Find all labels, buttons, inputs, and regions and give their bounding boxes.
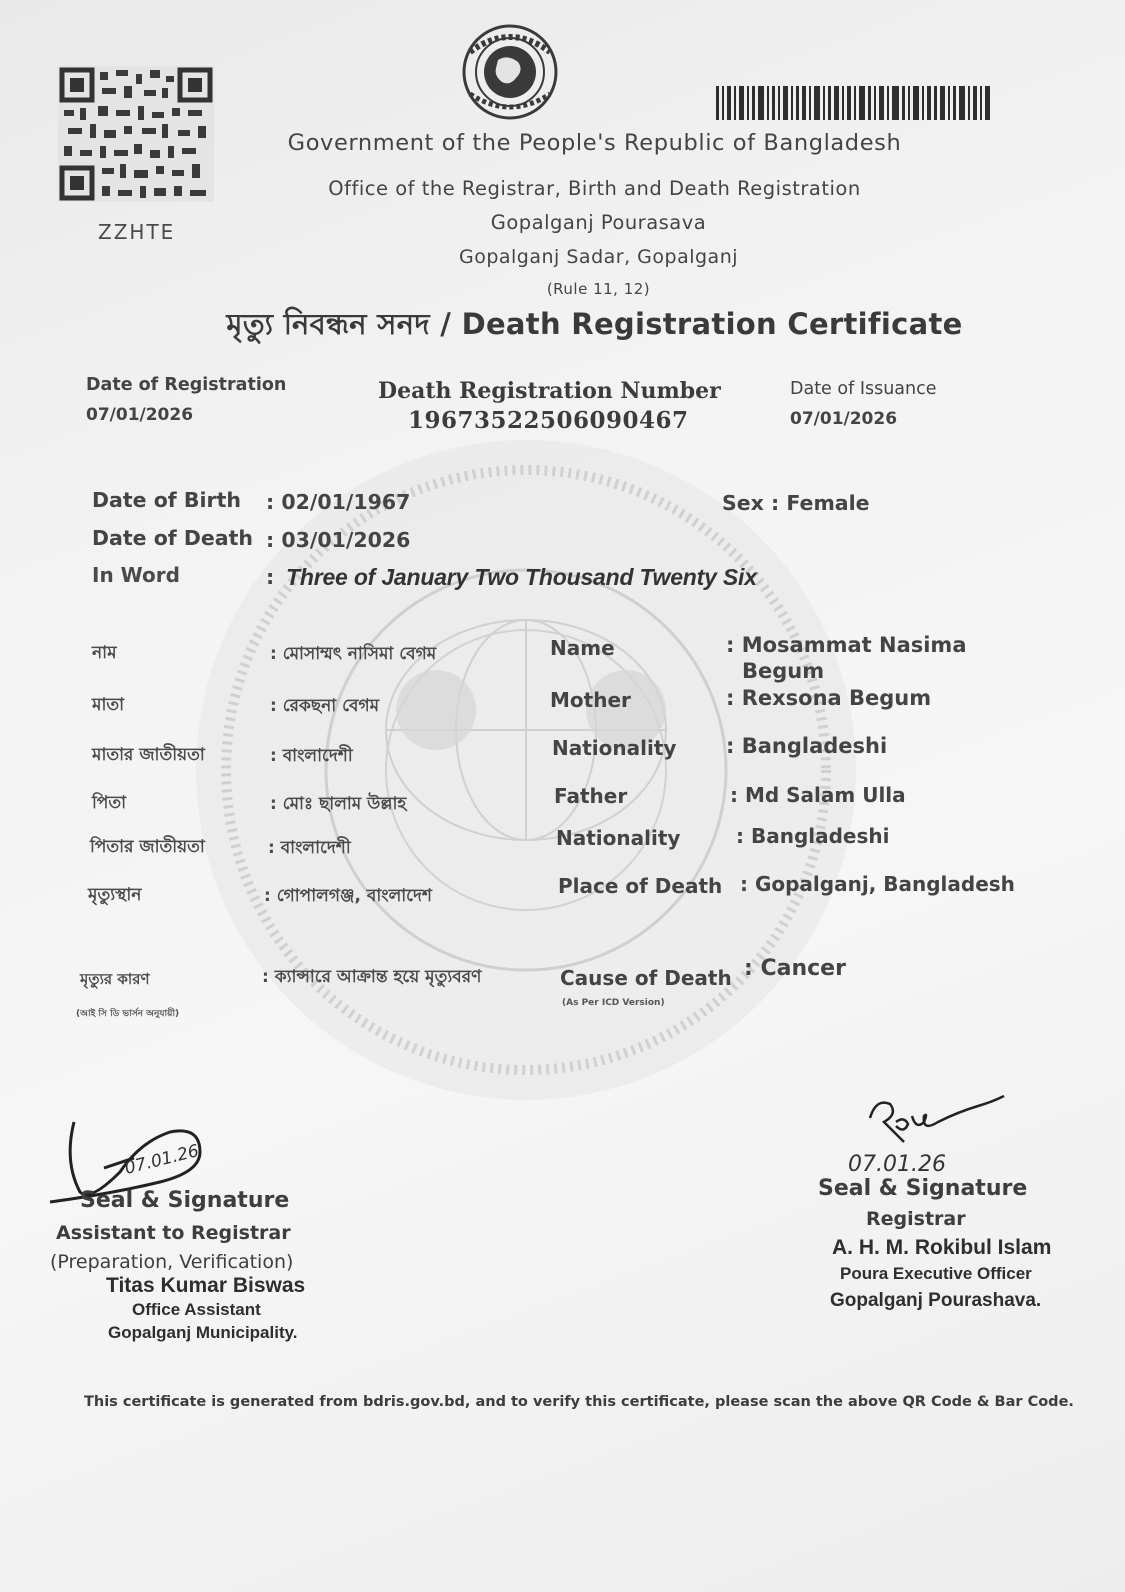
assistant-organization: Gopalganj Municipality. [108,1323,298,1342]
bn-name-value: : মোসাম্মৎ নাসিমা বেগম [270,644,437,664]
pourasava-heading: Gopalganj Pourasava [490,211,707,234]
mother-label: Mother [550,688,631,712]
date-of-registration-label: Date of Registration [86,375,287,395]
cause-of-death-value: : Cancer [744,956,846,981]
bn-father-label: পিতা [92,793,127,813]
bn-mother-value: : রেকছনা বেগম [270,696,380,716]
verification-footer: This certificate is generated from bdris.gov.bd, and to verify this certificate, please scan the above QR Code & Bar Code. [84,1394,1074,1410]
date-of-issuance-value: 07/01/2026 [790,409,898,429]
government-emblem [448,22,580,122]
father-nationality-value: : Bangladeshi [736,824,890,848]
place-of-death-label: Place of Death [558,874,723,898]
date-of-birth-label: Date of Birth [92,488,241,512]
registrar-organization: Gopalganj Pourashava. [830,1290,1042,1311]
bn-place-of-death-label: মৃত্যুস্থান [88,885,142,905]
bn-cause-of-death-label: মৃত্যুর কারণ [80,970,150,988]
cause-of-death-note: (As Per ICD Version) [562,998,665,1008]
registration-number-value: 19673522506090467 [408,407,689,434]
bn-father-value: : মোঃ ছালাম উল্লাহ [270,794,407,814]
rule-reference: (Rule 11, 12) [546,280,651,298]
bn-mother-nationality-label: মাতার জাতীয়তা [92,745,205,765]
place-of-death-value: : Gopalganj, Bangladesh [740,872,1015,896]
bn-father-nationality-value: : বাংলাদেশী [268,838,351,858]
date-of-birth-value: : 02/01/1967 [266,490,411,514]
name-value-line-1: : Mosammat Nasima [726,633,967,657]
registrar-sign-date: 07.01.26 [848,1152,946,1177]
bn-cause-of-death-note: (আই সি ডি ভার্সন অনুযায়ী) [76,1009,180,1019]
barcode[interactable] [716,86,992,120]
date-of-death-value: : 03/01/2026 [266,528,411,552]
bn-name-label: নাম [92,643,117,663]
in-word-label: In Word [92,563,180,587]
name-value-line-2: Begum [742,659,825,683]
name-label: Name [550,636,615,660]
mother-nationality-value: : Bangladeshi [726,734,888,758]
bn-mother-label: মাতা [92,695,125,715]
assistant-sign-date: 07.01.26 [122,1141,201,1179]
registrar-signature [860,1088,1010,1158]
assistant-seal-label: Seal & Signature [80,1188,290,1213]
assistant-role-detail: (Preparation, Verification) [50,1251,294,1273]
mother-value: : Rexsona Begum [726,686,932,710]
bn-mother-nationality-value: : বাংলাদেশী [270,746,353,766]
father-label: Father [554,784,628,808]
sex-value: Sex : Female [722,491,870,515]
registrar-role: Registrar [866,1208,966,1230]
location-heading: Gopalganj Sadar, Gopalganj [458,246,739,268]
bn-cause-of-death-value: : ক্যান্সারে আক্রান্ত হয়ে মৃত্যুবরণ [262,967,482,987]
bn-place-of-death-value: : গোপালগঞ্জ, বাংলাদেশ [264,886,432,906]
mother-nationality-label: Nationality [552,736,677,760]
assistant-role: Assistant to Registrar [56,1222,291,1244]
date-of-death-label: Date of Death [92,526,253,550]
bn-father-nationality-label: পিতার জাতীয়তা [90,837,205,857]
in-word-value: Three of January Two Thousand Twenty Six [286,564,757,590]
registration-number-label: Death Registration Number [378,378,721,404]
registrar-name: A. H. M. Rokibul Islam [832,1236,1052,1259]
registrar-seal-label: Seal & Signature [818,1176,1028,1201]
certificate-title: মৃত্যু নিবন্ধন সনদ / Death Registration Certificate [226,307,963,341]
registrar-post: Poura Executive Officer [840,1264,1032,1283]
assistant-name: Titas Kumar Biswas [106,1274,306,1297]
office-heading: Office of the Registrar, Birth and Death Registration [328,177,861,200]
in-word-colon: : [266,565,275,589]
father-nationality-label: Nationality [556,826,681,850]
date-of-registration-value: 07/01/2026 [86,405,194,425]
father-value: : Md Salam Ulla [730,783,906,807]
assistant-post: Office Assistant [132,1300,261,1319]
date-of-issuance-label: Date of Issuance [790,379,937,399]
cause-of-death-label: Cause of Death [560,966,732,990]
government-heading: Government of the People's Republic of Bangladesh [287,130,902,156]
qr-caption: ZZHTE [98,220,176,244]
